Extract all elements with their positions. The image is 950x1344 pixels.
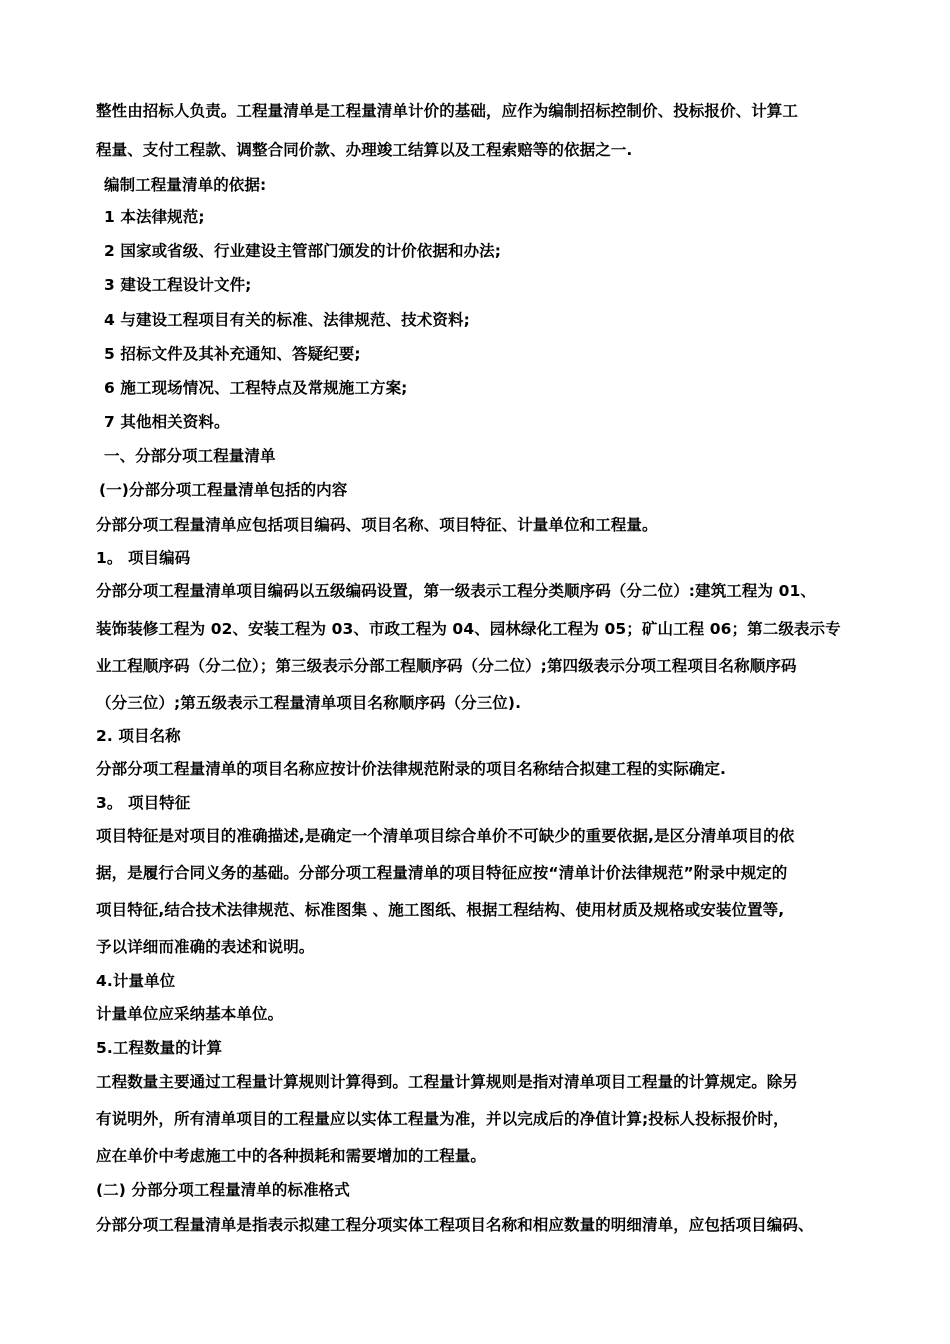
paragraph-line: 予以详细而准确的表述和说明。 <box>96 938 315 956</box>
paragraph-line: 分部分项工程量清单应包括项目编码、项目名称、项目特征、计量单位和工程量。 <box>96 516 658 534</box>
section-heading: 一、分部分项工程量清单 <box>104 447 276 465</box>
list-item: 2 国家或省级、行业建设主管部门颁发的计价依据和办法; <box>104 242 502 260</box>
paragraph-line: 有说明外，所有清单项目的工程量应以实体工程量为准，并以完成后的净值计算;投标人投标报价时， <box>96 1110 789 1128</box>
paragraph-line: 分部分项工程量清单项目编码以五级编码设置，第一级表示工程分类顺序码（分二位）:建筑工程为 01、 <box>96 582 816 600</box>
paragraph-line: 分部分项工程量清单的项目名称应按计价法律规范附录的项目名称结合拟建工程的实际确定. <box>96 760 726 778</box>
subsection-heading: (二) 分部分项工程量清单的标准格式 <box>96 1181 350 1199</box>
list-item: 4 与建设工程项目有关的标准、法律规范、技术资料; <box>104 311 470 329</box>
paragraph-line: 整性由招标人负责。工程量清单是工程量清单计价的基础，应作为编制招标控制价、投标报价、计算工 <box>96 102 799 120</box>
paragraph-line: 应在单价中考虑施工中的各种损耗和需要增加的工程量。 <box>96 1147 487 1165</box>
paragraph-line: 项目特征,结合技术法律规范、标准图集 、施工图纸、根据工程结构、使用材质及规格或安装位置等, <box>96 901 785 919</box>
paragraph-line: 业工程顺序码（分二位）；第三级表示分部工程顺序码（分二位）;第四级表示分项工程项目名称顺序码 <box>96 657 797 675</box>
section-heading: 编制工程量清单的依据: <box>104 176 267 194</box>
list-item: 7 其他相关资料。 <box>104 413 230 431</box>
paragraph-line: 据，是履行合同义务的基础。分部分项工程量清单的项目特征应按“清单计价法律规范”附录中规定的 <box>96 864 788 882</box>
paragraph-line: 工程数量主要通过工程量计算规则计算得到。工程量计算规则是指对清单项目工程量的计算规定。除另 <box>96 1073 799 1091</box>
subsection-heading: (一)分部分项工程量清单包括的内容 <box>99 481 348 499</box>
paragraph-line: 项目特征是对项目的准确描述,是确定一个清单项目综合单价不可缺少的重要依据,是区分清单项目的依 <box>96 827 795 845</box>
item-heading: 2. 项目名称 <box>96 727 181 745</box>
item-heading: 4.计量单位 <box>96 972 176 990</box>
list-item: 6 施工现场情况、工程特点及常规施工方案; <box>104 379 408 397</box>
paragraph-line: 分部分项工程量清单是指表示拟建工程分项实体工程项目名称和相应数量的明细清单，应包括项目编码、 <box>96 1216 814 1234</box>
item-heading: 5.工程数量的计算 <box>96 1039 223 1057</box>
item-heading: 3。 项目特征 <box>96 794 191 812</box>
list-item: 5 招标文件及其补充通知、答疑纪要; <box>104 345 361 363</box>
list-item: 1 本法律规范; <box>104 208 205 226</box>
paragraph-line: 程量、支付工程款、调整合同价款、办理竣工结算以及工程索赔等的依据之一. <box>96 141 633 159</box>
item-heading: 1。 项目编码 <box>96 549 191 567</box>
paragraph-line: 计量单位应采纳基本单位。 <box>96 1005 284 1023</box>
list-item: 3 建设工程设计文件; <box>104 276 252 294</box>
paragraph-line: 装饰装修工程为 02、安装工程为 03、市政工程为 04、园林绿化工程为 05；矿山工程 06；第二级表示专 <box>96 620 841 638</box>
paragraph-line: （分三位）;第五级表示工程量清单项目名称顺序码（分三位). <box>96 694 522 712</box>
